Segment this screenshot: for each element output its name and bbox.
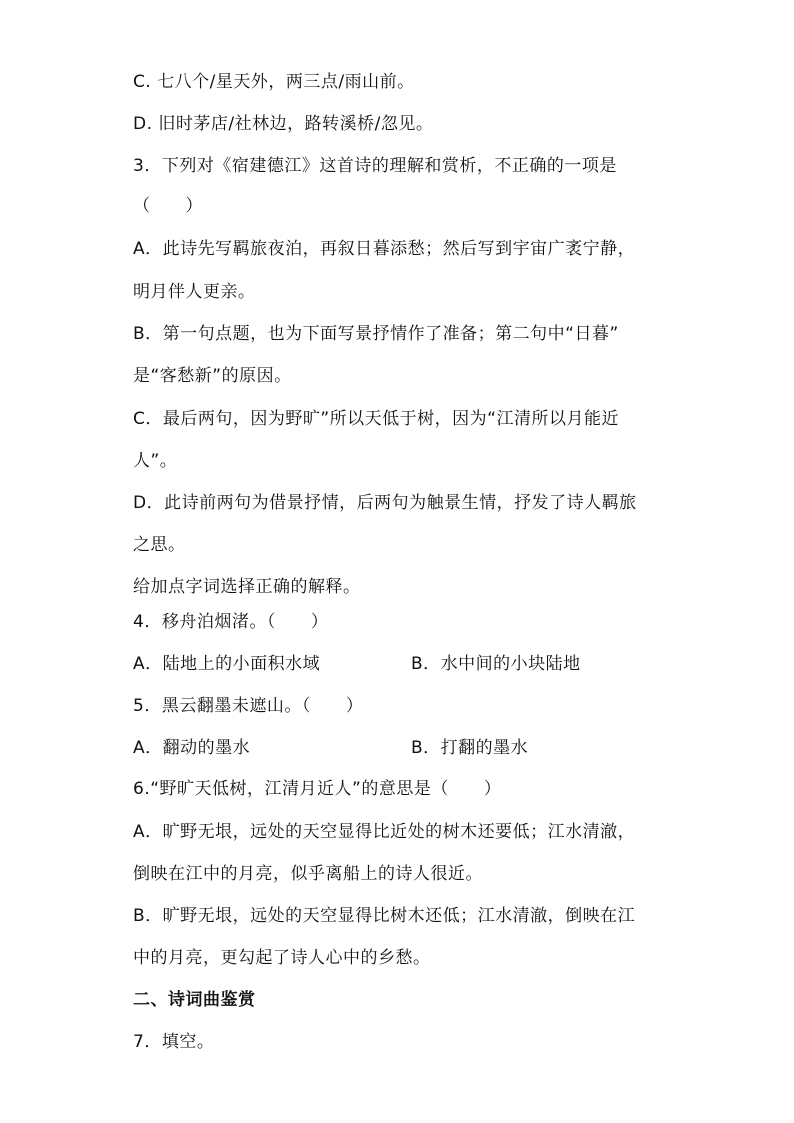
q3-option-c-line1: C．最后两句，因为野旷”所以天低于树，因为“江清所以月能近	[133, 409, 619, 429]
q3-option-a-line2: 明月伴人更亲。	[133, 282, 256, 302]
q6-option-b-line2: 中的月亮，更勾起了诗人心中的乡愁。	[133, 948, 431, 968]
q6-option-b-line1: B．旷野无垠，远处的天空显得比树木还低；江水清澈，倒映在江	[133, 906, 636, 926]
option-d-punctuation: D. 旧时茅店/社林边，路转溪桥/忽见。	[133, 114, 434, 134]
q3-option-d-line2: 之思。	[133, 535, 186, 555]
question-3-bracket: （ ）	[133, 196, 203, 216]
option-c-punctuation: C. 七八个/星天外，两三点/雨山前。	[133, 72, 415, 92]
q3-option-c-line2: 人”。	[133, 451, 178, 471]
q3-option-b-line1: B．第一句点题，也为下面写景抒情作了准备；第二句中“日暮”	[133, 324, 619, 344]
q3-option-d-line1: D．此诗前两句为借景抒情，后两句为触景生情，抒发了诗人羁旅	[133, 493, 637, 513]
q4-option-a: A．陆地上的小面积水域	[133, 654, 321, 674]
question-5-stem: 5．黑云翻墨未遮山。（ ）	[133, 696, 364, 716]
question-5-options	[133, 738, 653, 758]
q6-option-a-line2: 倒映在江中的月亮，似乎离船上的诗人很近。	[133, 864, 483, 884]
question-3-stem: 3．下列对《宿建德江》这首诗的理解和赏析，不正确的一项是	[133, 156, 617, 176]
section-heading: 二、诗词曲鉴赏	[133, 990, 256, 1010]
q3-option-b-line2: 是“客愁新”的原因。	[133, 366, 292, 386]
q4-option-b: B．水中间的小块陆地	[411, 654, 581, 674]
question-6-stem: 6.“野旷天低树，江清月近人”的意思是（ ）	[133, 779, 502, 799]
question-7-stem: 7．填空。	[133, 1032, 215, 1052]
question-4-options	[133, 654, 653, 674]
question-4-stem: 4．移舟泊烟渚。（ ）	[133, 612, 329, 632]
q5-option-b: B．打翻的墨水	[411, 738, 529, 758]
q6-option-a-line1: A．旷野无垠，远处的天空显得比近处的树木还要低；江水清澈，	[133, 822, 636, 842]
instruction-text: 给加点字词选择正确的解释。	[133, 577, 361, 597]
q3-option-a-line1: A．此诗先写羁旅夜泊，再叙日暮添愁；然后写到宇宙广袤宁静，	[133, 239, 636, 259]
q5-option-a: A．翻动的墨水	[133, 738, 251, 758]
